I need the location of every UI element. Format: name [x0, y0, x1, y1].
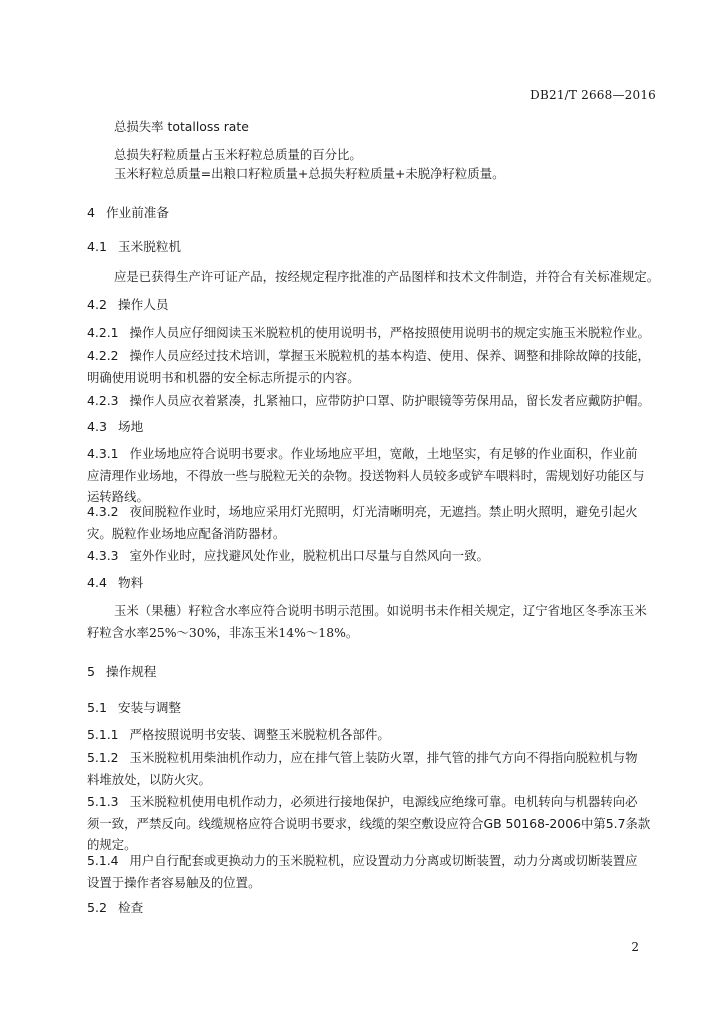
clause-number: 4.2.2	[87, 348, 119, 363]
clause-number: 4.3.1	[87, 446, 119, 461]
clause-number: 5.1.1	[87, 727, 119, 742]
clause-number: 4.2.3	[87, 393, 119, 408]
section-title: 操作人员	[118, 297, 169, 312]
clause-number: 4.2.1	[87, 325, 119, 340]
section-4-3-heading	[87, 416, 655, 438]
section-title: 玉米脱粒机	[118, 239, 181, 254]
clause-number: 4.3.3	[87, 548, 119, 563]
section-4-4-heading	[87, 572, 655, 594]
clause-text: 严格按照说明书安装、调整玉米脱粒机各部件。	[129, 727, 390, 742]
section-5-2-heading	[87, 897, 655, 919]
clause-text-line: 操作人员应经过技术培训，掌握玉米脱粒机的基本构造、使用、保养、调整和排除故障的技能，	[129, 348, 650, 363]
clause-text: 操作人员应仔细阅读玉米脱粒机的使用说明书，严格按照使用说明书的规定实施玉米脱粒作业。	[129, 325, 650, 340]
section-title: 安装与调整	[118, 700, 181, 715]
clause-text-line: 料堆放处，以防火灾。	[87, 771, 211, 787]
section-title: 检查	[118, 900, 144, 915]
section-number: 4	[87, 205, 96, 220]
clause-text-line: 运转路线。	[87, 489, 149, 504]
clause-5-1-4	[87, 850, 655, 893]
clause-number: 4.3.2	[87, 504, 119, 519]
clause-4-2-1	[87, 322, 655, 344]
clause-text-line: 的规定。	[87, 837, 137, 852]
paragraph-line: 籽粒含水率25%～30%，非冻玉米14%～18%。	[87, 624, 359, 640]
clause-4-2-2	[87, 345, 655, 388]
clause-4-2-3	[87, 390, 655, 412]
clause-text-line: 作业场地应符合说明书要求。作业场地应平坦，宽敞，土地坚实，有足够的作业面积，作业前	[129, 446, 638, 461]
section-4-1-heading	[87, 236, 655, 258]
clause-text-line: 设置于操作者容易触及的位置。	[87, 874, 261, 890]
clause-4-3-2	[87, 501, 655, 544]
section-number: 5	[87, 664, 96, 679]
section-4-heading	[87, 202, 655, 224]
clause-number: 5.1.4	[87, 853, 119, 868]
term-definition: 总损失籽粒质量占玉米籽粒总质量的百分比。	[114, 147, 362, 162]
section-5-1-heading	[87, 697, 655, 719]
clause-text-line: 用户自行配套或更换动力的玉米脱粒机，应设置动力分离或切断装置，动力分离或切断装置应	[129, 853, 638, 868]
section-4-1-text: 应是已获得生产许可证产品，按经规定程序批准的产品图样和技术文件制造，并符合有关标准规定。	[114, 269, 660, 284]
term-title: 总损失率 totalloss rate	[114, 119, 249, 134]
clause-text-line: 玉米脱粒机使用电机作动力，必须进行接地保护，电源线应绝缘可靠。电机转向与机器转向必	[129, 794, 638, 809]
clause-text-line: 明确使用说明书和机器的安全标志所提示的内容。	[87, 369, 360, 385]
clause-4-3-1	[87, 443, 655, 508]
standard-number: DB21/T 2668—2016	[530, 88, 656, 102]
clause-number: 5.1.3	[87, 794, 119, 809]
clause-text: 室外作业时，应找避风处作业，脱粒机出口尽量与自然风向一致。	[129, 548, 489, 563]
section-number: 4.1	[87, 239, 108, 254]
clause-text-line: 夜间脱粒作业时，场地应采用灯光照明，灯光清晰明亮，无遮挡。禁止明火照明，避免引起火	[129, 504, 638, 519]
section-number: 4.2	[87, 297, 108, 312]
clause-5-1-2	[87, 747, 655, 790]
clause-text-line: 玉米脱粒机用柴油机作动力，应在排气管上装防火罩，排气管的排气方向不得指向脱粒机与物	[129, 750, 638, 765]
section-number: 5.2	[87, 900, 108, 915]
clause-5-1-1	[87, 724, 655, 746]
section-5-heading	[87, 661, 655, 683]
clause-4-3-3	[87, 545, 655, 567]
page-number: 2	[631, 940, 639, 954]
section-number: 4.3	[87, 419, 108, 434]
section-title: 作业前准备	[106, 205, 169, 220]
clause-number: 5.1.2	[87, 750, 119, 765]
section-4-4-text	[87, 600, 655, 643]
clause-text: 操作人员应衣着紧凑，扎紧袖口，应带防护口罩、防护眼镜等劳保用品，留长发者应戴防护帽。	[129, 393, 650, 408]
section-title: 场地	[118, 419, 144, 434]
section-title: 操作规程	[106, 664, 157, 679]
term-formula: 玉米籽粒总质量=出粮口籽粒质量+总损失籽粒质量+未脱净籽粒质量。	[114, 166, 505, 181]
section-4-2-heading	[87, 294, 655, 316]
clause-5-1-3	[87, 791, 655, 856]
section-number: 5.1	[87, 700, 108, 715]
paragraph-line: 玉米（果穗）籽粒含水率应符合说明书明示范围。如说明书未作相关规定，辽宁省地区冬季冻玉米	[114, 603, 647, 618]
clause-text-line: 应清理作业场地，不得放一些与脱粒无关的杂物。投送物料人员较多或铲车喂料时，需规划好功能区与	[87, 467, 645, 483]
clause-text-line: 灾。脱粒作业场地应配备消防器材。	[87, 525, 286, 541]
section-number: 4.4	[87, 575, 108, 590]
clause-text-line: 须一致，严禁反向。线缆规格应符合说明书要求，线缆的架空敷设应符合GB 50168-2006中第5.7条款	[87, 815, 651, 831]
section-title: 物料	[118, 575, 144, 590]
